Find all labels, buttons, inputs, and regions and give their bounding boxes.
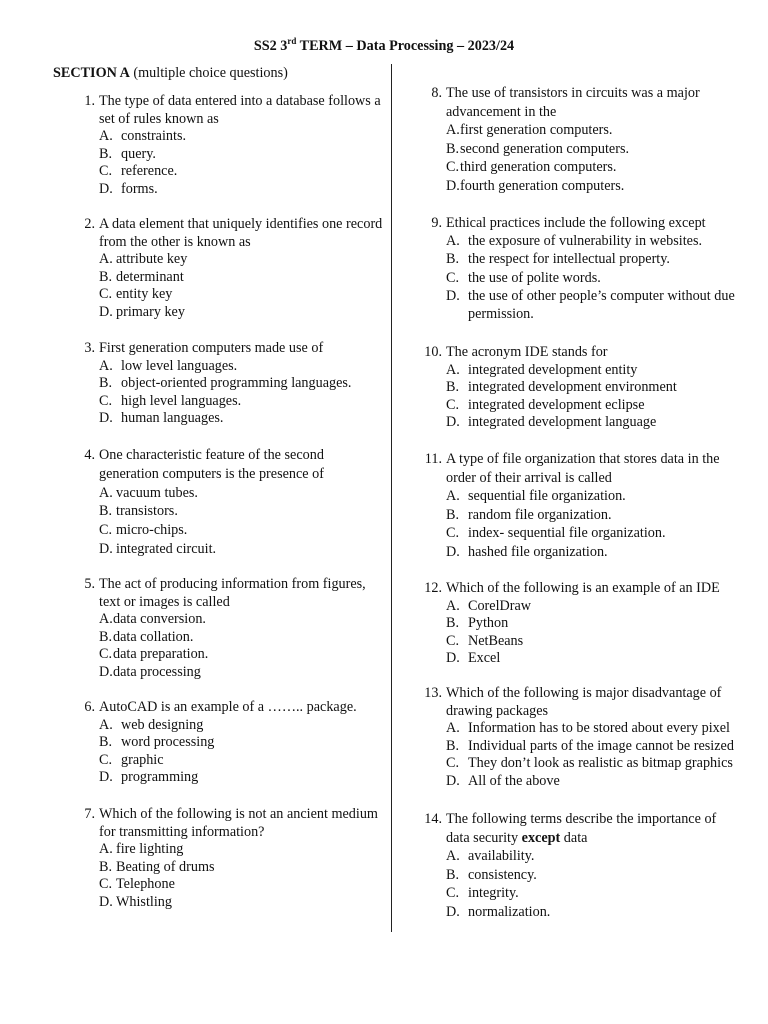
option-letter: A. (99, 611, 113, 628)
question-number: 11. (424, 451, 442, 467)
option-c: C. Telephone (99, 876, 175, 893)
option-c: C. graphic (99, 751, 164, 768)
option-letter: A. (446, 361, 460, 378)
option-letter: B. (446, 251, 460, 268)
option-a: A. constraints. (99, 128, 187, 145)
option-d: D. programming (99, 769, 199, 786)
question-number: 3. (84, 340, 95, 356)
option-letter: D. (99, 893, 113, 910)
option-letter: A. (99, 484, 113, 501)
option-b: B. the respect for intellectual property. (446, 251, 670, 268)
question-2 (84, 216, 384, 322)
option-letter: C. (99, 286, 113, 303)
option-letter: C. (99, 646, 113, 663)
option-c: C. high level languages. (99, 392, 242, 409)
question-stem: The type of data entered into a database follows a set of rules known as (99, 93, 381, 127)
question-number: 13. (424, 685, 442, 701)
question-stem: The use of transistors in circuits was a major advancement in the (446, 85, 700, 120)
option-d: D. primary key (99, 303, 185, 320)
option-a: A. CorelDraw (446, 597, 532, 614)
option-b: B. integrated development environment (446, 379, 677, 396)
option-letter: B. (99, 145, 113, 162)
question-stem: Which of the following is not an ancient medium for transmitting information? (99, 806, 378, 840)
option-c: C. third generation computers. (446, 159, 617, 175)
option-c: C. reference. (99, 163, 178, 180)
question-8 (431, 84, 731, 195)
option-letter: C. (99, 163, 113, 180)
option-letter: B. (446, 506, 460, 523)
option-letter: B. (99, 268, 113, 285)
option-letter: C. (446, 755, 460, 772)
option-a: A. vacuum tubes. (99, 484, 198, 501)
question-number: 9. (431, 215, 442, 231)
option-letter: A. (99, 841, 113, 858)
option-letter: D. (446, 543, 460, 560)
option-a: A. integrated development entity (446, 361, 638, 378)
option-b: B. Individual parts of the image cannot be resized (446, 737, 734, 754)
option-b: B. Python (446, 615, 509, 632)
option-c: C. NetBeans (446, 632, 524, 649)
option-letter: B. (99, 858, 113, 875)
question-stem: Which of the following is major disadvantage of drawing packages (446, 685, 722, 719)
question-stem: One characteristic feature of the second generation computers is the presence of (99, 447, 324, 482)
question-6 (84, 699, 384, 787)
option-a: A. the exposure of vulnerability in websites. (446, 233, 703, 250)
option-d: D. integrated circuit. (99, 540, 217, 557)
question-number: 1. (84, 93, 95, 109)
option-a: A. attribute key (99, 251, 188, 268)
option-a: A. sequential file organization. (446, 488, 626, 505)
option-letter: A. (446, 848, 460, 865)
option-letter: D. (446, 414, 460, 431)
option-a: A. Information has to be stored about every pixel (446, 720, 730, 737)
option-letter: C. (99, 522, 113, 539)
option-letter: D. (446, 903, 460, 920)
question-stem: A data element that uniquely identifies one record from the other is known as (99, 216, 383, 250)
question-14 (424, 810, 731, 922)
question-number: 12. (424, 580, 442, 596)
question-number: 2. (84, 216, 95, 232)
option-b: B. determinant (99, 268, 184, 285)
question-10 (424, 344, 736, 432)
question-stem: The acronym IDE stands for (446, 344, 608, 360)
option-d: D. data processing (99, 663, 201, 680)
option-letter: D. (446, 177, 460, 194)
option-letter: B. (99, 628, 113, 645)
option-letter: B. (99, 734, 113, 751)
section-heading: SECTION A (multiple choice questions) (53, 65, 288, 81)
option-d: D. hashed file organization. (446, 543, 608, 560)
option-d: D. fourth generation computers. (446, 177, 625, 194)
question-13 (424, 685, 736, 791)
option-b: B. second generation computers. (446, 140, 630, 157)
option-letter: D. (446, 287, 460, 304)
option-letter: A. (446, 597, 460, 614)
question-number: 7. (84, 806, 95, 822)
option-letter: A. (446, 233, 460, 250)
option-d: D. normalization. (446, 903, 551, 920)
option-c: C. entity key (99, 286, 173, 303)
question-stem: AutoCAD is an example of a …….. package. (99, 699, 357, 715)
option-d: D. integrated development language (446, 414, 657, 431)
option-a: A. web designing (99, 716, 204, 733)
question-11 (424, 450, 731, 562)
question-stem: A type of file organization that stores data in the order of their arrival is called (446, 451, 720, 486)
question-7 (84, 806, 384, 912)
option-c: C. integrated development eclipse (446, 396, 645, 413)
option-c: C. data preparation. (99, 646, 209, 663)
option-a: A. availability. (446, 848, 535, 865)
question-stem: The following terms describe the importance of data security except data (446, 811, 717, 846)
column-divider (391, 64, 392, 932)
option-letter: C. (446, 525, 460, 542)
option-letter: A. (99, 128, 113, 145)
question-3 (84, 340, 384, 428)
option-letter: C. (99, 751, 113, 768)
option-letter: D. (99, 663, 113, 680)
option-letter: A. (99, 251, 113, 268)
option-letter: A. (99, 716, 113, 733)
option-letter: B. (446, 615, 460, 632)
option-letter: C. (446, 396, 460, 413)
question-stem: Ethical practices include the following except (446, 215, 706, 231)
option-c: C. integrity. (446, 885, 519, 902)
question-number: 14. (424, 811, 442, 827)
question-12 (424, 580, 736, 668)
option-letter: C. (446, 269, 460, 286)
option-c: C. micro-chips. (99, 522, 188, 539)
question-5 (84, 576, 386, 682)
option-letter: A. (446, 720, 460, 737)
option-letter: D. (446, 650, 460, 667)
question-number: 6. (84, 699, 95, 715)
option-c: C. They don’t look as realistic as bitmap graphics (446, 755, 733, 772)
page-title: SS2 3rd TERM – Data Processing – 2023/24 (253, 36, 515, 54)
option-letter: D. (99, 540, 113, 557)
option-a: A. fire lighting (99, 841, 184, 858)
option-b: B. object-oriented programming languages. (99, 375, 352, 392)
option-letter: B. (99, 503, 113, 520)
option-b: B. query. (99, 145, 156, 162)
option-letter: C. (99, 392, 113, 409)
option-c: C. index- sequential file organization. (446, 525, 666, 542)
option-letter: D. (99, 769, 113, 786)
question-number: 8. (431, 85, 442, 101)
question-number: 5. (84, 576, 95, 592)
question-4 (84, 446, 384, 559)
option-d: D. human languages. (99, 410, 224, 427)
option-letter: D. (446, 772, 460, 789)
option-letter: A. (446, 488, 460, 505)
option-letter: B. (446, 866, 460, 883)
option-letter: B. (446, 140, 460, 157)
option-d: D. Excel (446, 650, 501, 667)
question-number: 10. (424, 344, 442, 360)
option-letter: D. (99, 180, 113, 197)
option-letter: C. (446, 885, 460, 902)
option-b: B. random file organization. (446, 506, 612, 523)
question-1 (84, 93, 382, 199)
option-letter: A. (446, 122, 460, 138)
option-d: D. forms. (99, 180, 158, 197)
option-a: A. low level languages. (99, 357, 238, 374)
option-letter: D. (99, 410, 113, 427)
emphasis-except: except (521, 829, 561, 846)
question-number: 4. (84, 447, 95, 463)
option-b: B. data collation. (99, 628, 194, 645)
option-letter: A. (99, 357, 113, 374)
option-b: B. Beating of drums (99, 858, 215, 875)
question-stem: Which of the following is an example of an IDE (446, 580, 720, 596)
option-b: B. consistency. (446, 866, 537, 883)
question-stem: First generation computers made use of (99, 340, 324, 356)
question-stem: The act of producing information from figures, text or images is called (99, 576, 366, 610)
option-a: A. data conversion. (99, 611, 206, 628)
option-d: D. Whistling (99, 893, 172, 910)
option-letter: B. (446, 379, 460, 396)
option-a: A. first generation computers. (446, 122, 613, 138)
option-letter: B. (446, 737, 460, 754)
option-d: D. the use of other people’s computer without due permission. (446, 287, 735, 323)
option-letter: C. (446, 159, 460, 175)
option-b: B. word processing (99, 734, 215, 751)
option-letter: C. (99, 876, 113, 893)
option-d: D. All of the above (446, 772, 560, 789)
option-letter: B. (99, 375, 113, 392)
option-letter: D. (99, 303, 113, 320)
option-letter: C. (446, 632, 460, 649)
option-b: B. transistors. (99, 503, 178, 520)
question-9 (431, 214, 736, 323)
option-c: C. the use of polite words. (446, 269, 601, 286)
